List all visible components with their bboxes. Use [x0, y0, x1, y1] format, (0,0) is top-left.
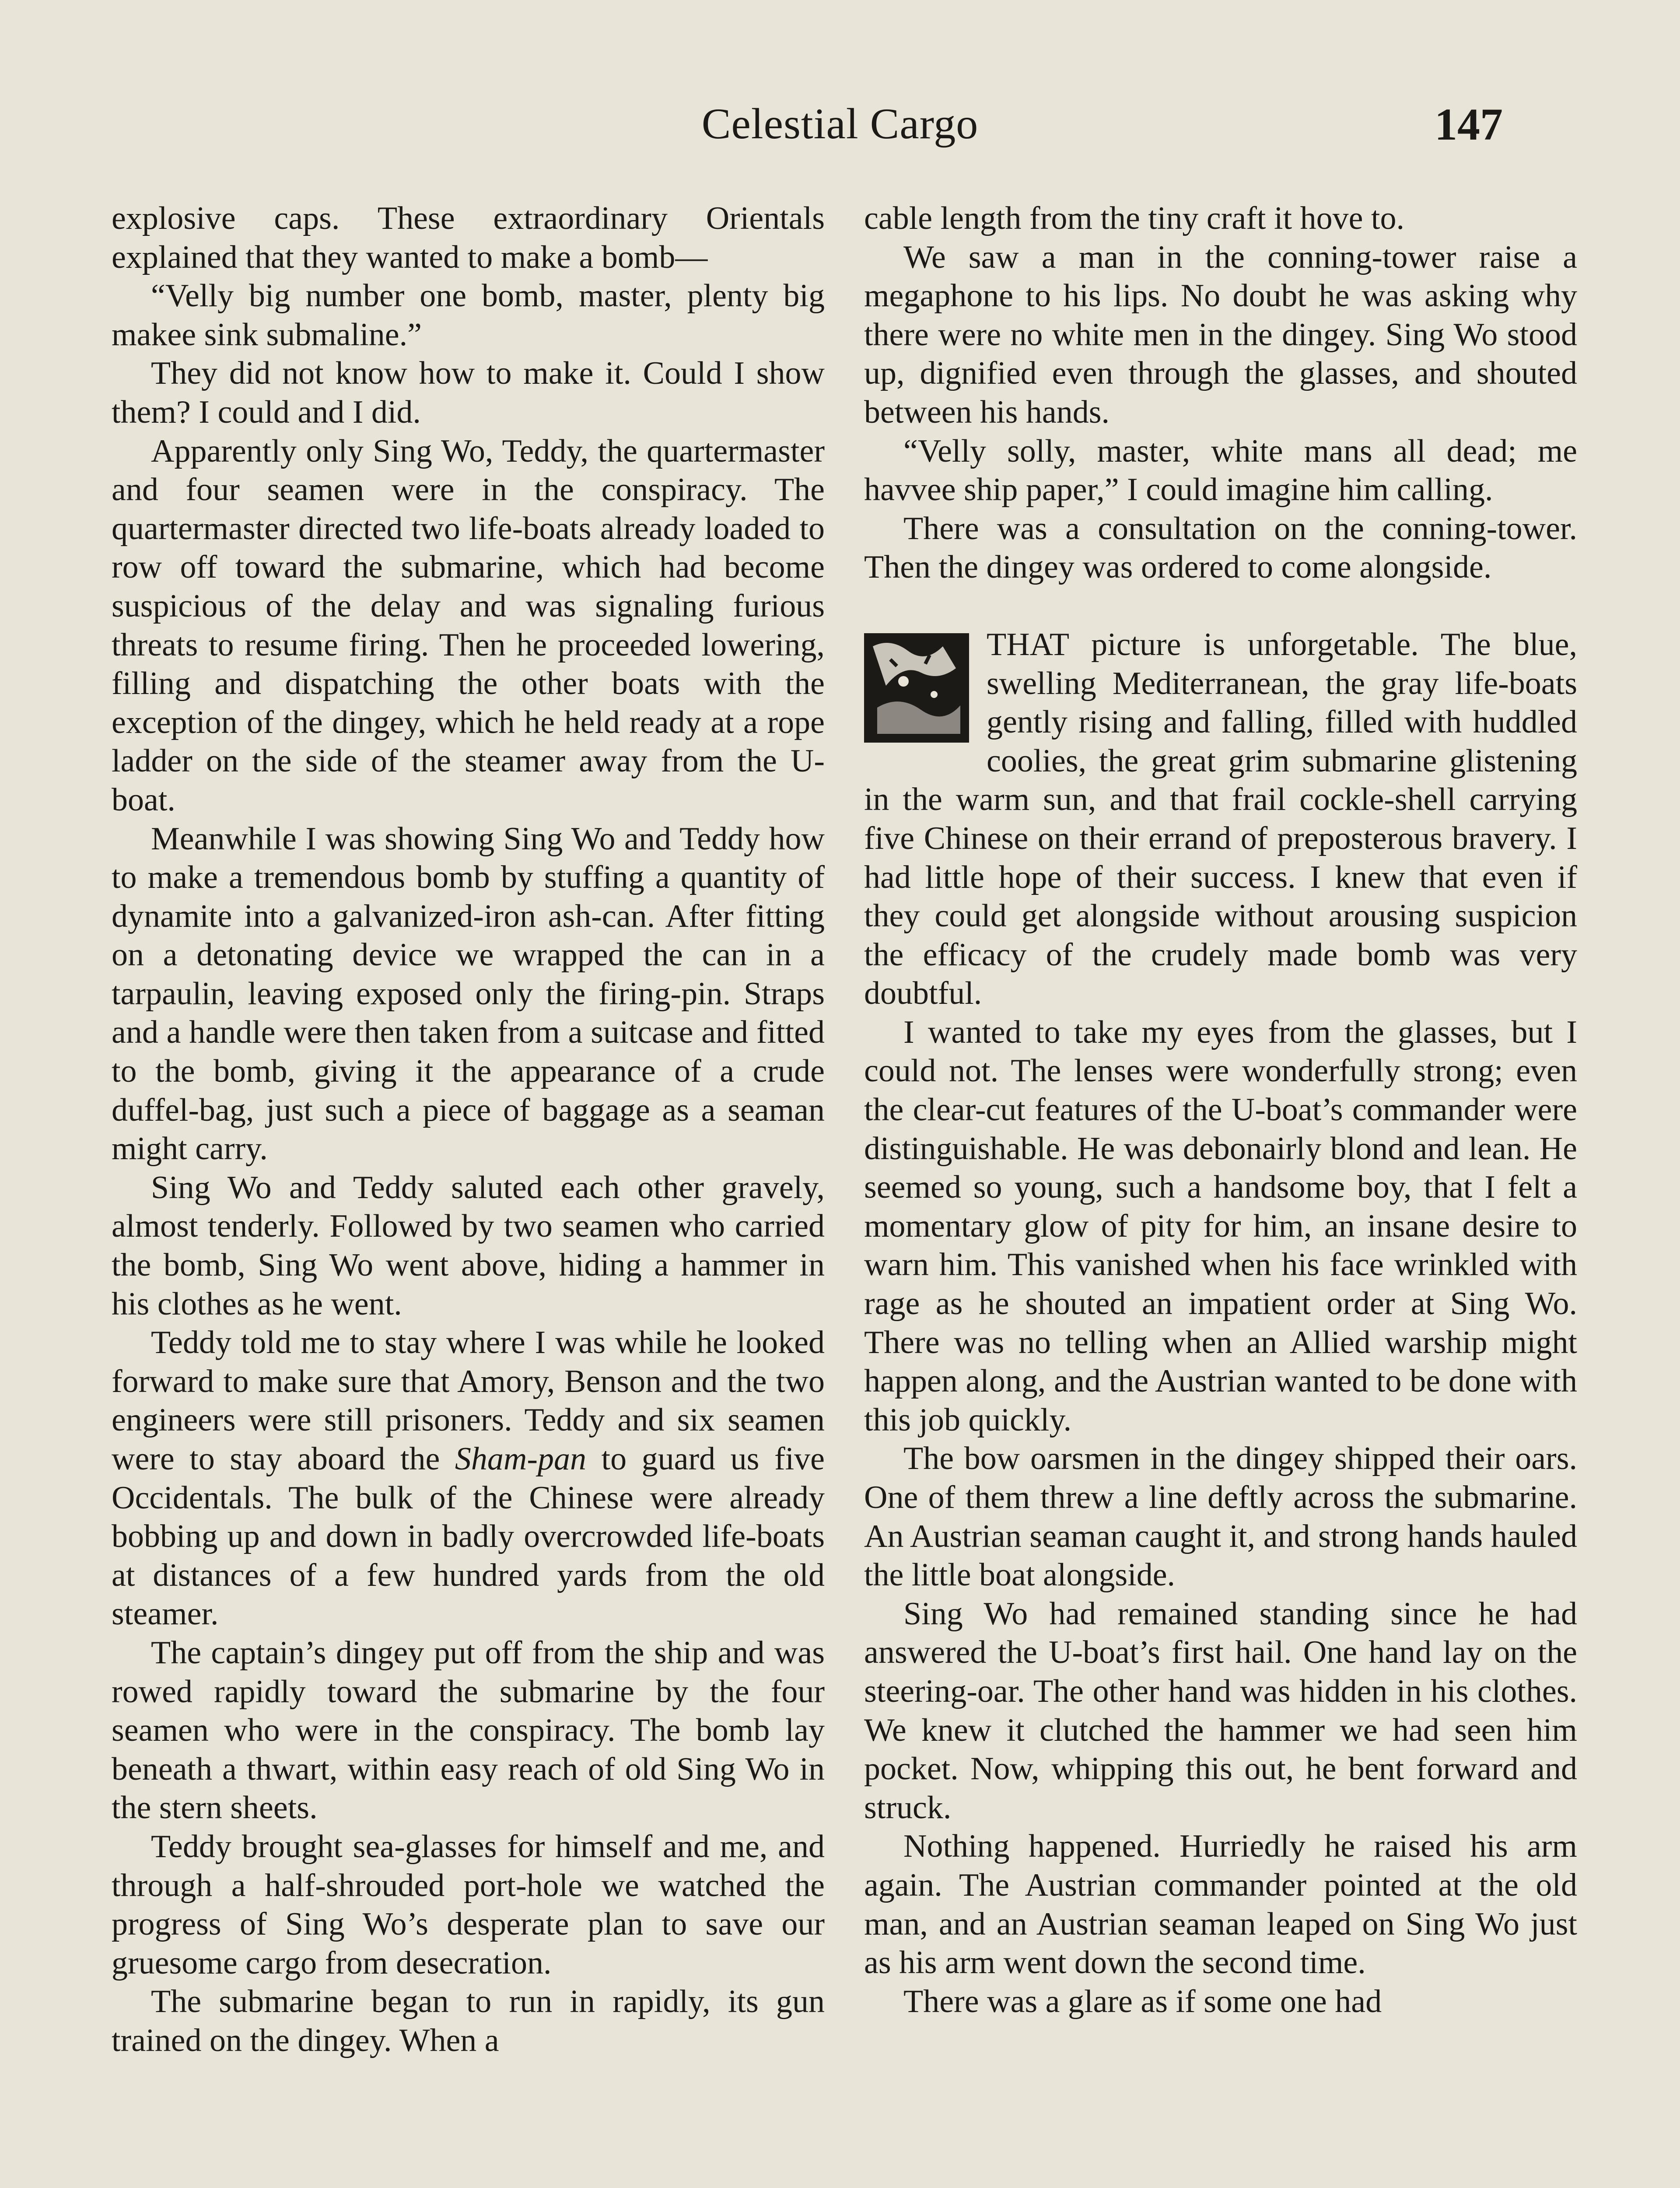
paragraph: They did not know how to make it. Could I show them? I could and I did.: [112, 355, 825, 430]
paragraph: The bow oarsmen in the dingey shipped their oars. One of them threw a line deftly across the submarine. An Austrian seaman caught it, and strong hands hauled the little boat alongside.: [864, 1441, 1577, 1593]
paragraph: [112, 1323, 825, 1634]
paragraph: The captain’s dingey put off from the ship and was rowed rapidly toward the submarine by the four seamen who were in the conspiracy. The bomb lay beneath a thwart, within easy reach of old Sing Wo in the stern sheets.: [112, 1634, 825, 1826]
paragraph: THAT picture is unforgetable. The blue, swelling Mediterranean, the gray life-boats gently rising and falling, filled with huddled coolies, the great grim submarine glistening in the warm sun, and that frail cockle-shell carrying five Chinese on their errand of preposterous bravery. I had little hope of their success. I knew that even if they could get alongside without arousing suspicion the efficacy of the crudely made bomb was very doubtful.: [864, 626, 1577, 1012]
paragraph: We saw a man in the conning-tower raise a megaphone to his lips. No doubt he was asking why there were no white men in the dingey. Sing Wo stood up, dignified even through the glasses, and shouted between his hands.: [864, 239, 1577, 430]
paragraph: I wanted to take my eyes from the glasses, but I could not. The lenses were wonderfully strong; even the clear-cut features of the U-boat’s commander were distinguishable. He was debonairly blond and lean. He seemed so young, such a handsome boy, that I felt a momentary glow of pity for him, an insane desire to warn him. This vanished when his face wrinkled with rage as he shouted an impatient order at Sing Wo. There was no telling when an Allied warship might happen along, and the Austrian wanted to be done with this job quickly.: [864, 1014, 1577, 1438]
paragraph: Meanwhile I was showing Sing Wo and Teddy how to make a tremendous bomb by stuffing a quantity of dynamite into a galvanized-iron ash-can. After fitting on a detonating device we wrapped the can in a tarpaulin, leaving exposed only the firing-pin. Straps and a handle were then taken from a suitcase and fitted to the bomb, giving it the appearance of a crude duffel-bag, just such a piece of baggage as a seaman might carry.: [112, 820, 825, 1167]
page-number: 147: [1435, 99, 1503, 150]
paragraph: Sing Wo and Teddy saluted each other gravely, almost tenderly. Followed by two seamen who carried the bomb, Sing Wo went above, hiding a hammer in his clothes as he went.: [112, 1169, 825, 1322]
paragraph: Apparently only Sing Wo, Teddy, the quartermaster and four seamen were in the conspiracy. The quartermaster directed two life-boats already loaded to row off toward the submarine, which had become suspicious of the delay and was signaling furious threats to resume firing. Then he proceeded lowering, filling and dispatching the other boats with the exception of the dingey, which he held ready at a rope ladder on the side of the steamer away from the U-boat.: [112, 433, 825, 818]
page-header: [109, 94, 1571, 155]
decorative-initial-image: [864, 633, 969, 743]
paragraph: Sing Wo had remained standing since he had answered the U-boat’s first hail. One hand lay on the steering-oar. The other hand was hidden in his clothes. We knew it clutched the hammer we had seen him pocket. Now, whipping this out, he bent forward and struck.: [864, 1595, 1577, 1826]
running-title: Celestial Cargo: [701, 99, 979, 148]
paragraph: explosive caps. These extraordinary Orientals explained that they wanted to make a bomb—: [112, 200, 825, 275]
paragraph: Teddy brought sea-glasses for himself and me, and through a half-shrouded port-hole we watched the progress of Sing Wo’s desperate plan to save our gruesome cargo from desecration.: [112, 1828, 825, 1981]
text-run: to guard us five Occidentals. The bulk of the Chinese were already bobbing up and down in badly overcrowded life-boats at distances of a few hundred yards from the old steamer.: [112, 1441, 825, 1632]
text-column-left: [112, 199, 825, 2060]
ship-name: Sham-pan: [455, 1441, 586, 1477]
paragraph: The submarine began to run in rapidly, its gun trained on the dingey. When a: [112, 1984, 825, 2058]
paragraph: Nothing happened. Hurriedly he raised his arm again. The Austrian commander pointed at the old man, and an Austrian seaman leaped on Sing Wo just as his arm went down the second time.: [864, 1828, 1577, 1981]
paragraph: “Velly solly, master, white mans all dead; me havvee ship paper,” I could imagine him calling.: [864, 433, 1577, 508]
paragraph: cable length from the tiny craft it hove to.: [864, 200, 1404, 236]
text-run: Teddy told me to stay where I was while he looked forward to make sure that Amory, Benson and the two engineers were still prisoners. Teddy and six seamen were to stay aboard the: [112, 1325, 825, 1477]
paragraph: “Velly big number one bomb, master, plenty big makee sink submaline.”: [112, 278, 825, 353]
text-column-right: [864, 199, 1577, 2021]
section-opening: [864, 625, 1577, 1013]
paragraph: There was a consultation on the conning-tower. Then the dingey was ordered to come alongside.: [864, 510, 1577, 586]
paragraph: There was a glare as if some one had: [903, 1983, 1382, 2020]
